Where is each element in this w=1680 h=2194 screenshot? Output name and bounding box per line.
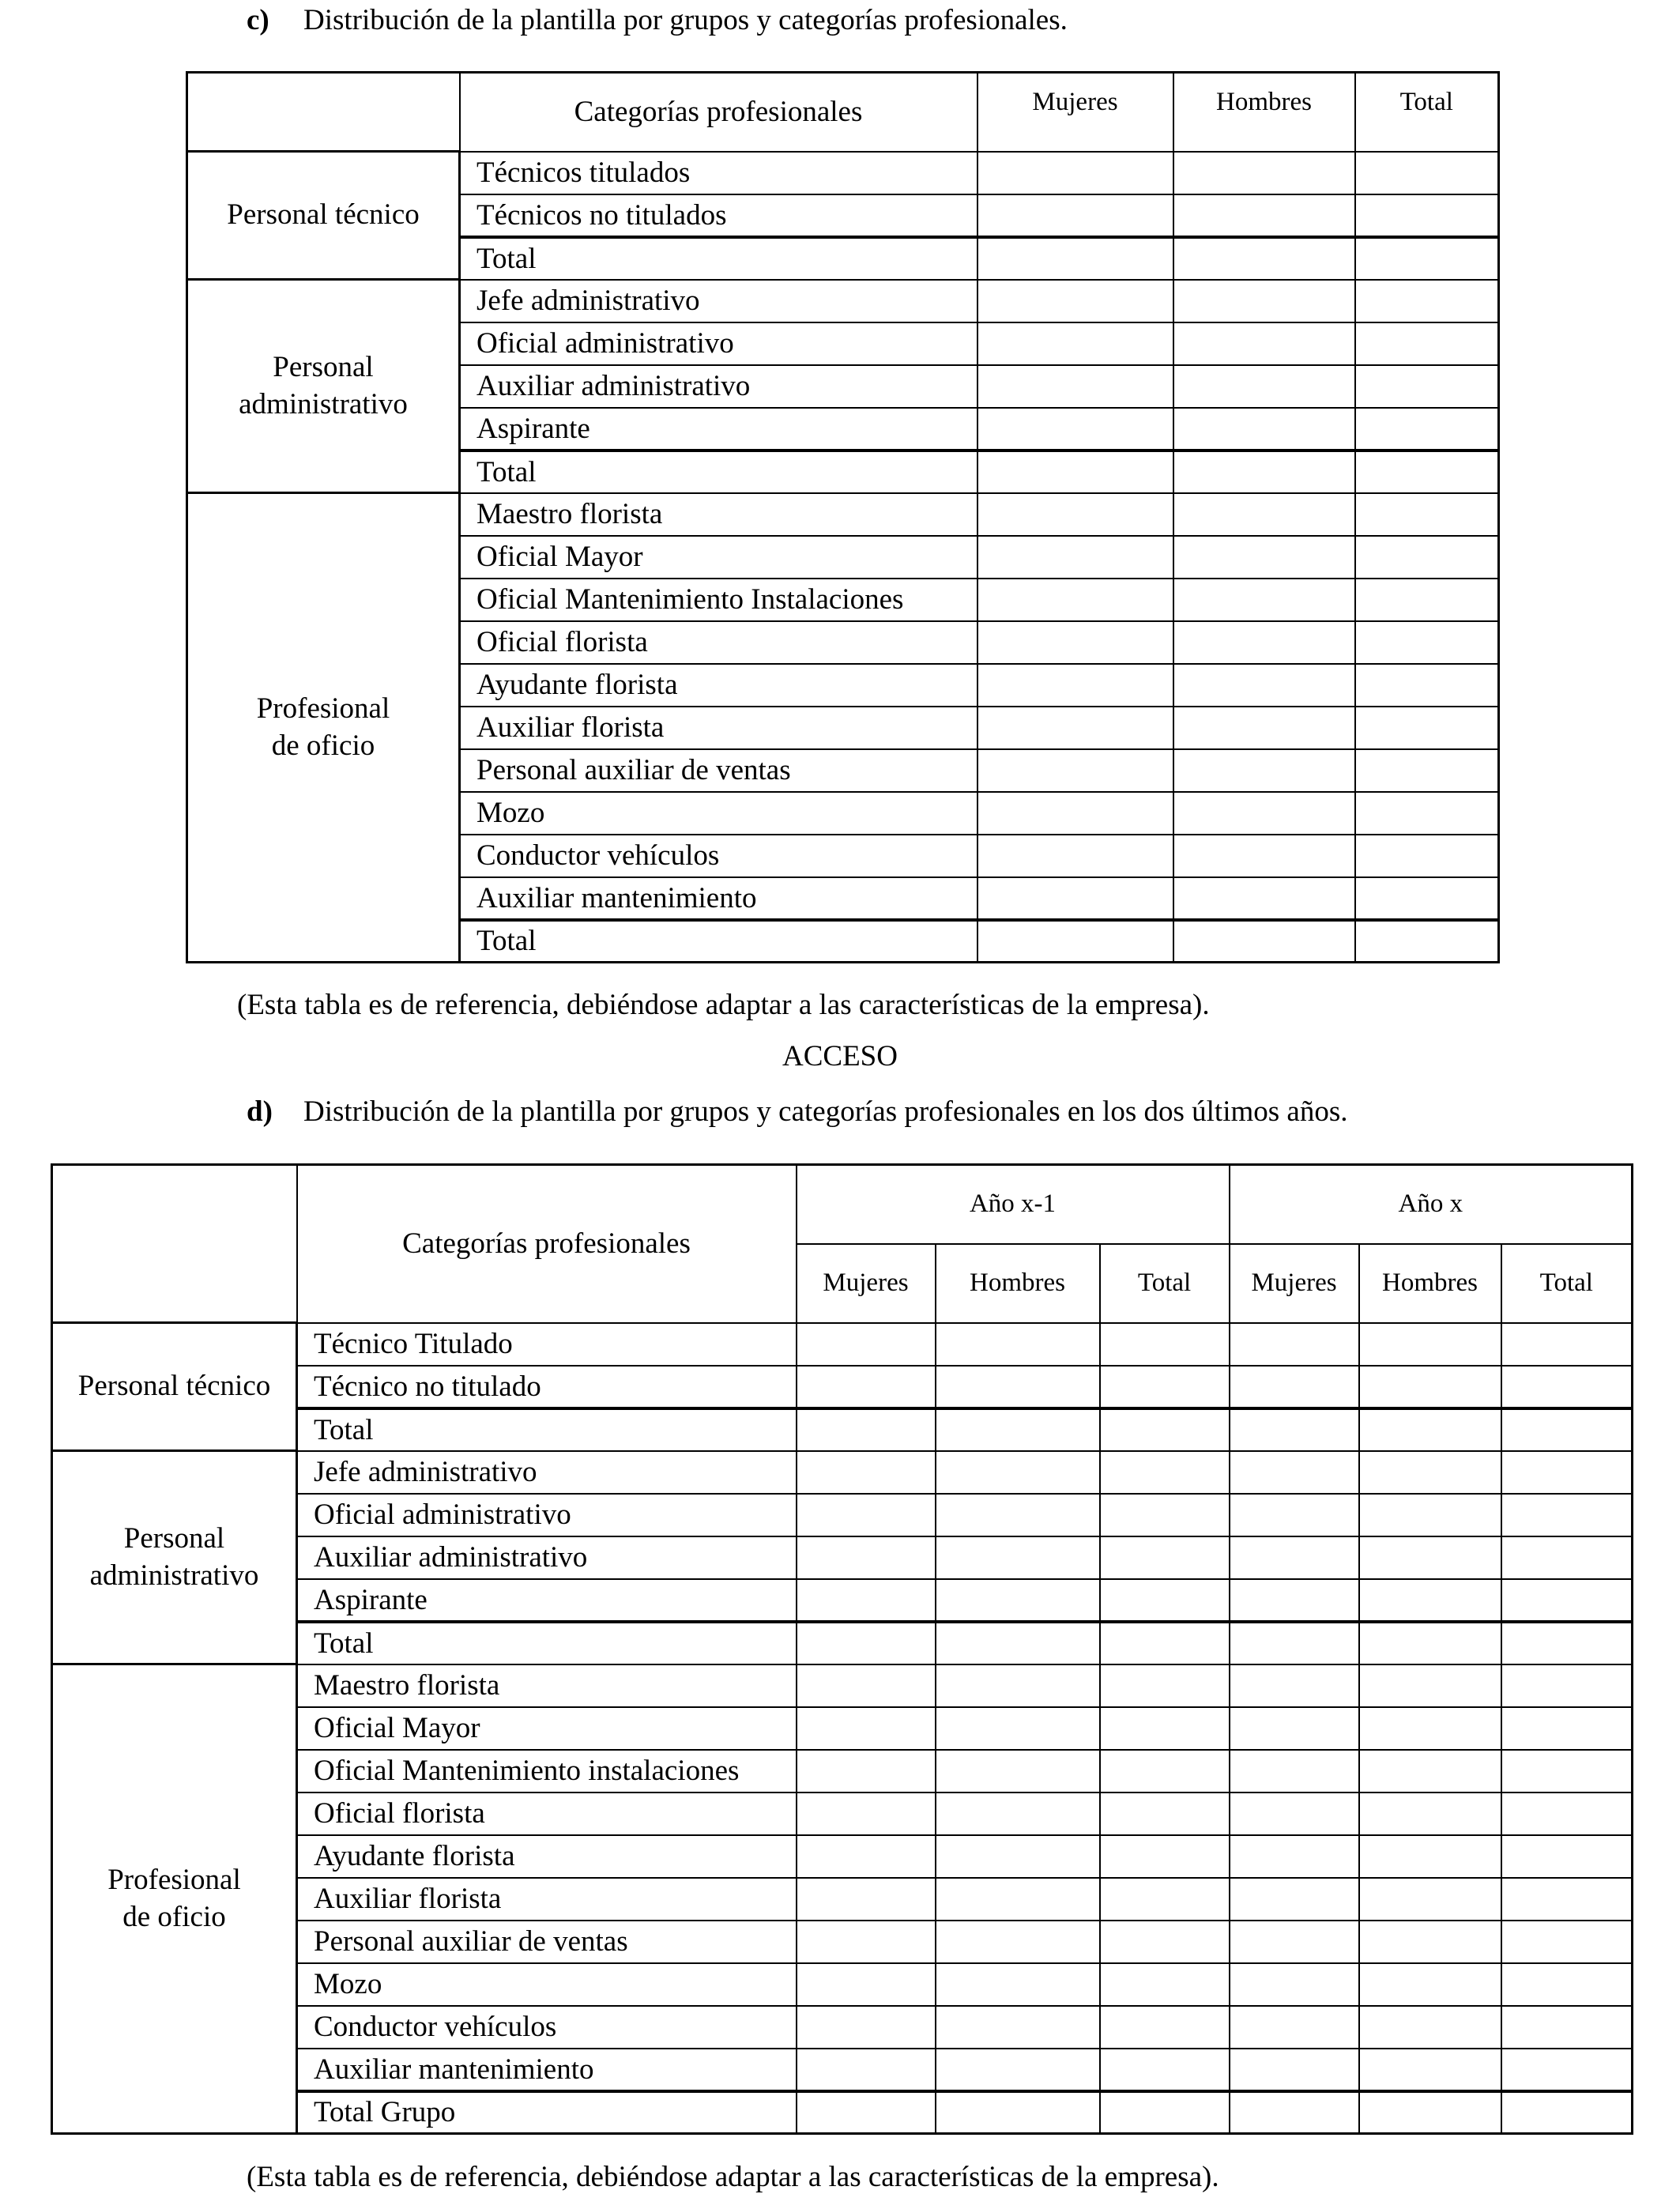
group-name: Personal (123, 1522, 225, 1555)
value-cell[interactable] (1100, 1835, 1230, 1878)
value-cell[interactable] (936, 1963, 1100, 2006)
value-cell[interactable] (1501, 1835, 1633, 1878)
men-header: Hombres (936, 1244, 1100, 1323)
value-cell[interactable] (1230, 2049, 1359, 2091)
group-name-cell (52, 1451, 297, 1664)
value-cell[interactable] (1230, 1878, 1359, 1921)
table-d-note: (Esta tabla es de referencia, debiéndose adaptar a las características de la empresa). (247, 2161, 1219, 2193)
category-cell: Total (297, 1408, 797, 1451)
value-cell[interactable] (1230, 1835, 1359, 1878)
value-cell[interactable] (1355, 237, 1499, 280)
category-cell: Oficial Mayor (460, 536, 977, 579)
value-cell[interactable] (1100, 1536, 1230, 1579)
value-cell[interactable] (977, 707, 1173, 749)
categories-header: Categorías profesionales (460, 73, 977, 152)
category-cell: Total (460, 920, 977, 963)
header-row (52, 1165, 1633, 1244)
value-cell[interactable] (797, 2049, 936, 2091)
value-cell[interactable] (1173, 621, 1355, 664)
total-header: Total (1501, 1244, 1633, 1323)
value-cell[interactable] (1501, 1707, 1633, 1750)
category-cell: Oficial Mantenimiento instalaciones (297, 1750, 797, 1793)
value-cell[interactable] (1100, 1366, 1230, 1408)
value-cell[interactable] (1501, 2049, 1633, 2091)
value-cell[interactable] (977, 835, 1173, 877)
value-cell[interactable] (1355, 579, 1499, 621)
value-cell[interactable] (1359, 1323, 1501, 1366)
table-row (187, 493, 1499, 536)
value-cell[interactable] (1355, 194, 1499, 237)
value-cell[interactable] (1173, 877, 1355, 920)
year-prev-header: Año x-1 (797, 1165, 1230, 1244)
category-cell: Maestro florista (297, 1664, 797, 1707)
value-cell[interactable] (1359, 2091, 1501, 2134)
value-cell[interactable] (1355, 835, 1499, 877)
section-c-heading (247, 3, 1068, 37)
value-cell[interactable] (1100, 1921, 1230, 1963)
value-cell[interactable] (977, 322, 1173, 365)
value-cell[interactable] (936, 1451, 1100, 1494)
value-cell[interactable] (1359, 1366, 1501, 1408)
section-c-title: Distribución de la plantilla por grupos y categorías profesionales. (303, 4, 1068, 36)
table-c-note: (Esta tabla es de referencia, debiéndose adaptar a las características de la empresa). (237, 989, 1210, 1021)
value-cell[interactable] (797, 2006, 936, 2049)
value-cell[interactable] (797, 1750, 936, 1793)
value-cell[interactable] (1501, 1921, 1633, 1963)
value-cell[interactable] (1359, 1835, 1501, 1878)
value-cell[interactable] (1359, 1878, 1501, 1921)
value-cell[interactable] (1359, 2006, 1501, 2049)
category-cell: Auxiliar florista (297, 1878, 797, 1921)
value-cell[interactable] (1355, 621, 1499, 664)
value-cell[interactable] (1173, 579, 1355, 621)
category-cell: Técnicos titulados (460, 152, 977, 194)
value-cell[interactable] (1501, 1664, 1633, 1707)
value-cell[interactable] (1355, 322, 1499, 365)
category-cell: Mozo (460, 792, 977, 835)
category-cell: Mozo (297, 1963, 797, 2006)
value-cell[interactable] (1100, 1793, 1230, 1835)
value-cell[interactable] (1173, 280, 1355, 322)
value-cell[interactable] (977, 194, 1173, 237)
section-d-title: Distribución de la plantilla por grupos y categorías profesionales en los dos últimos años. (303, 1095, 1348, 1128)
value-cell[interactable] (1501, 1579, 1633, 1622)
value-cell[interactable] (1359, 1921, 1501, 1963)
section-d-heading (247, 1095, 1347, 1129)
value-cell[interactable] (1359, 1750, 1501, 1793)
value-cell[interactable] (936, 1750, 1100, 1793)
value-cell[interactable] (1100, 1451, 1230, 1494)
value-cell[interactable] (977, 408, 1173, 450)
year-curr-header: Año x (1230, 1165, 1633, 1244)
group-name: Personal técnico (227, 198, 420, 232)
value-cell[interactable] (977, 365, 1173, 408)
value-cell[interactable] (1501, 1408, 1633, 1451)
value-cell[interactable] (977, 450, 1173, 493)
value-cell[interactable] (1230, 1323, 1359, 1366)
value-cell[interactable] (1100, 1750, 1230, 1793)
value-cell[interactable] (977, 493, 1173, 536)
men-header: Hombres (1173, 73, 1355, 152)
category-cell: Auxiliar florista (460, 707, 977, 749)
value-cell[interactable] (1359, 1451, 1501, 1494)
category-cell: Jefe administrativo (460, 280, 977, 322)
value-cell[interactable] (1100, 1622, 1230, 1664)
category-cell: Maestro florista (460, 493, 977, 536)
value-cell[interactable] (797, 1366, 936, 1408)
value-cell[interactable] (797, 1878, 936, 1921)
value-cell[interactable] (977, 877, 1173, 920)
value-cell[interactable] (1100, 1494, 1230, 1536)
value-cell[interactable] (936, 2049, 1100, 2091)
value-cell[interactable] (1100, 1878, 1230, 1921)
value-cell[interactable] (1359, 2049, 1501, 2091)
value-cell[interactable] (797, 2091, 936, 2134)
category-cell: Técnico no titulado (297, 1366, 797, 1408)
value-cell[interactable] (936, 1323, 1100, 1366)
value-cell[interactable] (977, 664, 1173, 707)
value-cell[interactable] (1501, 1366, 1633, 1408)
group-name-cell (187, 280, 460, 493)
value-cell[interactable] (1355, 536, 1499, 579)
value-cell[interactable] (1501, 1963, 1633, 2006)
table-row (52, 1664, 1633, 1707)
value-cell[interactable] (1355, 792, 1499, 835)
value-cell[interactable] (977, 152, 1173, 194)
value-cell[interactable] (1355, 707, 1499, 749)
section-d-label: d) (247, 1095, 273, 1128)
value-cell[interactable] (1355, 664, 1499, 707)
value-cell[interactable] (977, 792, 1173, 835)
value-cell[interactable] (977, 237, 1173, 280)
category-cell: Oficial administrativo (460, 322, 977, 365)
women-header: Mujeres (1230, 1244, 1359, 1323)
value-cell[interactable] (936, 1835, 1100, 1878)
value-cell[interactable] (1230, 2091, 1359, 2134)
category-cell: Oficial Mantenimiento Instalaciones (460, 579, 977, 621)
value-cell[interactable] (1359, 1408, 1501, 1451)
value-cell[interactable] (936, 1622, 1100, 1664)
value-cell[interactable] (797, 1622, 936, 1664)
value-cell[interactable] (977, 749, 1173, 792)
value-cell[interactable] (936, 1579, 1100, 1622)
value-cell[interactable] (1355, 152, 1499, 194)
value-cell[interactable] (1359, 1664, 1501, 1707)
group-name-cell (52, 1323, 297, 1451)
value-cell[interactable] (797, 1494, 936, 1536)
value-cell[interactable] (1355, 749, 1499, 792)
category-cell: Personal auxiliar de ventas (460, 749, 977, 792)
value-cell[interactable] (1355, 920, 1499, 963)
value-cell[interactable] (1501, 2091, 1633, 2134)
value-cell[interactable] (797, 1963, 936, 2006)
value-cell[interactable] (1230, 1579, 1359, 1622)
value-cell[interactable] (1501, 1451, 1633, 1494)
value-cell[interactable] (1230, 1963, 1359, 2006)
value-cell[interactable] (1230, 1494, 1359, 1536)
value-cell[interactable] (797, 1408, 936, 1451)
women-header: Mujeres (797, 1244, 936, 1323)
group-name: Personal (273, 351, 374, 384)
value-cell[interactable] (936, 1707, 1100, 1750)
value-cell[interactable] (1173, 237, 1355, 280)
category-cell: Oficial florista (297, 1793, 797, 1835)
value-cell[interactable] (1355, 280, 1499, 322)
total-header: Total (1100, 1244, 1230, 1323)
category-cell: Ayudante florista (460, 664, 977, 707)
value-cell[interactable] (1230, 1622, 1359, 1664)
value-cell[interactable] (797, 1835, 936, 1878)
value-cell[interactable] (936, 1793, 1100, 1835)
category-cell: Técnicos no titulados (460, 194, 977, 237)
value-cell[interactable] (936, 1366, 1100, 1408)
acceso-heading: ACCESO (782, 1040, 898, 1072)
value-cell[interactable] (1173, 707, 1355, 749)
value-cell[interactable] (1173, 365, 1355, 408)
value-cell[interactable] (1501, 1494, 1633, 1536)
value-cell[interactable] (1501, 1793, 1633, 1835)
category-cell: Oficial administrativo (297, 1494, 797, 1536)
table-d (51, 1163, 1633, 2135)
category-cell: Conductor vehículos (460, 835, 977, 877)
value-cell[interactable] (1359, 1707, 1501, 1750)
value-cell[interactable] (797, 1664, 936, 1707)
women-header: Mujeres (977, 73, 1173, 152)
value-cell[interactable] (1230, 1664, 1359, 1707)
value-cell[interactable] (977, 920, 1173, 963)
group-name: Profesional (256, 692, 390, 726)
value-cell[interactable] (936, 2006, 1100, 2049)
category-cell: Oficial Mayor (297, 1707, 797, 1750)
value-cell[interactable] (1230, 1451, 1359, 1494)
value-cell[interactable] (936, 1536, 1100, 1579)
value-cell[interactable] (1501, 2006, 1633, 2049)
value-cell[interactable] (1359, 1793, 1501, 1835)
empty-header-cell (187, 73, 460, 152)
table-c (186, 71, 1500, 963)
category-cell: Auxiliar mantenimiento (297, 2049, 797, 2091)
group-name: de oficio (122, 1900, 226, 1933)
category-cell: Conductor vehículos (297, 2006, 797, 2049)
value-cell[interactable] (1100, 2049, 1230, 2091)
value-cell[interactable] (936, 1494, 1100, 1536)
value-cell[interactable] (977, 579, 1173, 621)
value-cell[interactable] (1230, 1921, 1359, 1963)
category-cell: Ayudante florista (297, 1835, 797, 1878)
value-cell[interactable] (1501, 1622, 1633, 1664)
category-cell: Total (297, 1622, 797, 1664)
value-cell[interactable] (1100, 1707, 1230, 1750)
value-cell[interactable] (1100, 2091, 1230, 2134)
value-cell[interactable] (1230, 1366, 1359, 1408)
value-cell[interactable] (1501, 1750, 1633, 1793)
value-cell[interactable] (1173, 664, 1355, 707)
category-cell: Auxiliar mantenimiento (460, 877, 977, 920)
category-cell: Personal auxiliar de ventas (297, 1921, 797, 1963)
category-cell: Aspirante (460, 408, 977, 450)
value-cell[interactable] (1230, 1707, 1359, 1750)
table-row (52, 1451, 1633, 1494)
value-cell[interactable] (797, 1536, 936, 1579)
value-cell[interactable] (797, 1707, 936, 1750)
category-cell: Técnico Titulado (297, 1323, 797, 1366)
value-cell[interactable] (1173, 322, 1355, 365)
value-cell[interactable] (1100, 1579, 1230, 1622)
value-cell[interactable] (1100, 1408, 1230, 1451)
category-cell: Auxiliar administrativo (460, 365, 977, 408)
value-cell[interactable] (977, 621, 1173, 664)
men-header: Hombres (1359, 1244, 1501, 1323)
value-cell[interactable] (1355, 365, 1499, 408)
category-cell: Total (460, 450, 977, 493)
value-cell[interactable] (977, 280, 1173, 322)
value-cell[interactable] (1100, 2006, 1230, 2049)
value-cell[interactable] (797, 1921, 936, 1963)
section-c-label: c) (247, 4, 269, 36)
value-cell[interactable] (1230, 1793, 1359, 1835)
value-cell[interactable] (1173, 749, 1355, 792)
category-cell: Oficial florista (460, 621, 977, 664)
group-name-cell (187, 152, 460, 280)
group-name: administrativo (89, 1559, 259, 1592)
header-row (187, 73, 1499, 152)
value-cell[interactable] (1359, 1494, 1501, 1536)
value-cell[interactable] (1355, 408, 1499, 450)
value-cell[interactable] (1501, 1323, 1633, 1366)
value-cell[interactable] (1501, 1878, 1633, 1921)
category-cell: Aspirante (297, 1579, 797, 1622)
category-cell: Total Grupo (297, 2091, 797, 2134)
value-cell[interactable] (1173, 194, 1355, 237)
value-cell[interactable] (1100, 1664, 1230, 1707)
value-cell[interactable] (1173, 152, 1355, 194)
group-name: Personal técnico (77, 1370, 271, 1403)
value-cell[interactable] (936, 2091, 1100, 2134)
categories-header: Categorías profesionales (297, 1165, 797, 1323)
value-cell[interactable] (1173, 450, 1355, 493)
value-cell[interactable] (1359, 1622, 1501, 1664)
value-cell[interactable] (1100, 1323, 1230, 1366)
value-cell[interactable] (1355, 450, 1499, 493)
table-row (187, 280, 1499, 322)
empty-header-cell (52, 1165, 297, 1323)
value-cell[interactable] (936, 1664, 1100, 1707)
value-cell[interactable] (1173, 408, 1355, 450)
category-cell: Jefe administrativo (297, 1451, 797, 1494)
value-cell[interactable] (1230, 1750, 1359, 1793)
value-cell[interactable] (1230, 2006, 1359, 2049)
value-cell[interactable] (1355, 877, 1499, 920)
category-cell: Auxiliar administrativo (297, 1536, 797, 1579)
value-cell[interactable] (1100, 1963, 1230, 2006)
total-header: Total (1355, 73, 1499, 152)
value-cell[interactable] (1230, 1408, 1359, 1451)
value-cell[interactable] (1355, 493, 1499, 536)
value-cell[interactable] (1359, 1963, 1501, 2006)
value-cell[interactable] (1173, 536, 1355, 579)
value-cell[interactable] (797, 1793, 936, 1835)
value-cell[interactable] (1173, 493, 1355, 536)
value-cell[interactable] (1230, 1536, 1359, 1579)
value-cell[interactable] (977, 536, 1173, 579)
table-row (187, 152, 1499, 194)
value-cell[interactable] (797, 1323, 936, 1366)
value-cell[interactable] (936, 1921, 1100, 1963)
value-cell[interactable] (1501, 1536, 1633, 1579)
value-cell[interactable] (797, 1579, 936, 1622)
category-cell: Total (460, 237, 977, 280)
value-cell[interactable] (1359, 1579, 1501, 1622)
group-name-cell (187, 493, 460, 963)
value-cell[interactable] (1173, 792, 1355, 835)
group-name-cell (52, 1664, 297, 2134)
value-cell[interactable] (1173, 835, 1355, 877)
group-name: administrativo (239, 387, 408, 420)
value-cell[interactable] (936, 1408, 1100, 1451)
table-row (52, 1323, 1633, 1366)
value-cell[interactable] (797, 1451, 936, 1494)
group-name: Profesional (107, 1864, 241, 1897)
value-cell[interactable] (1359, 1536, 1501, 1579)
value-cell[interactable] (936, 1878, 1100, 1921)
value-cell[interactable] (1173, 920, 1355, 963)
group-name: de oficio (271, 729, 375, 762)
